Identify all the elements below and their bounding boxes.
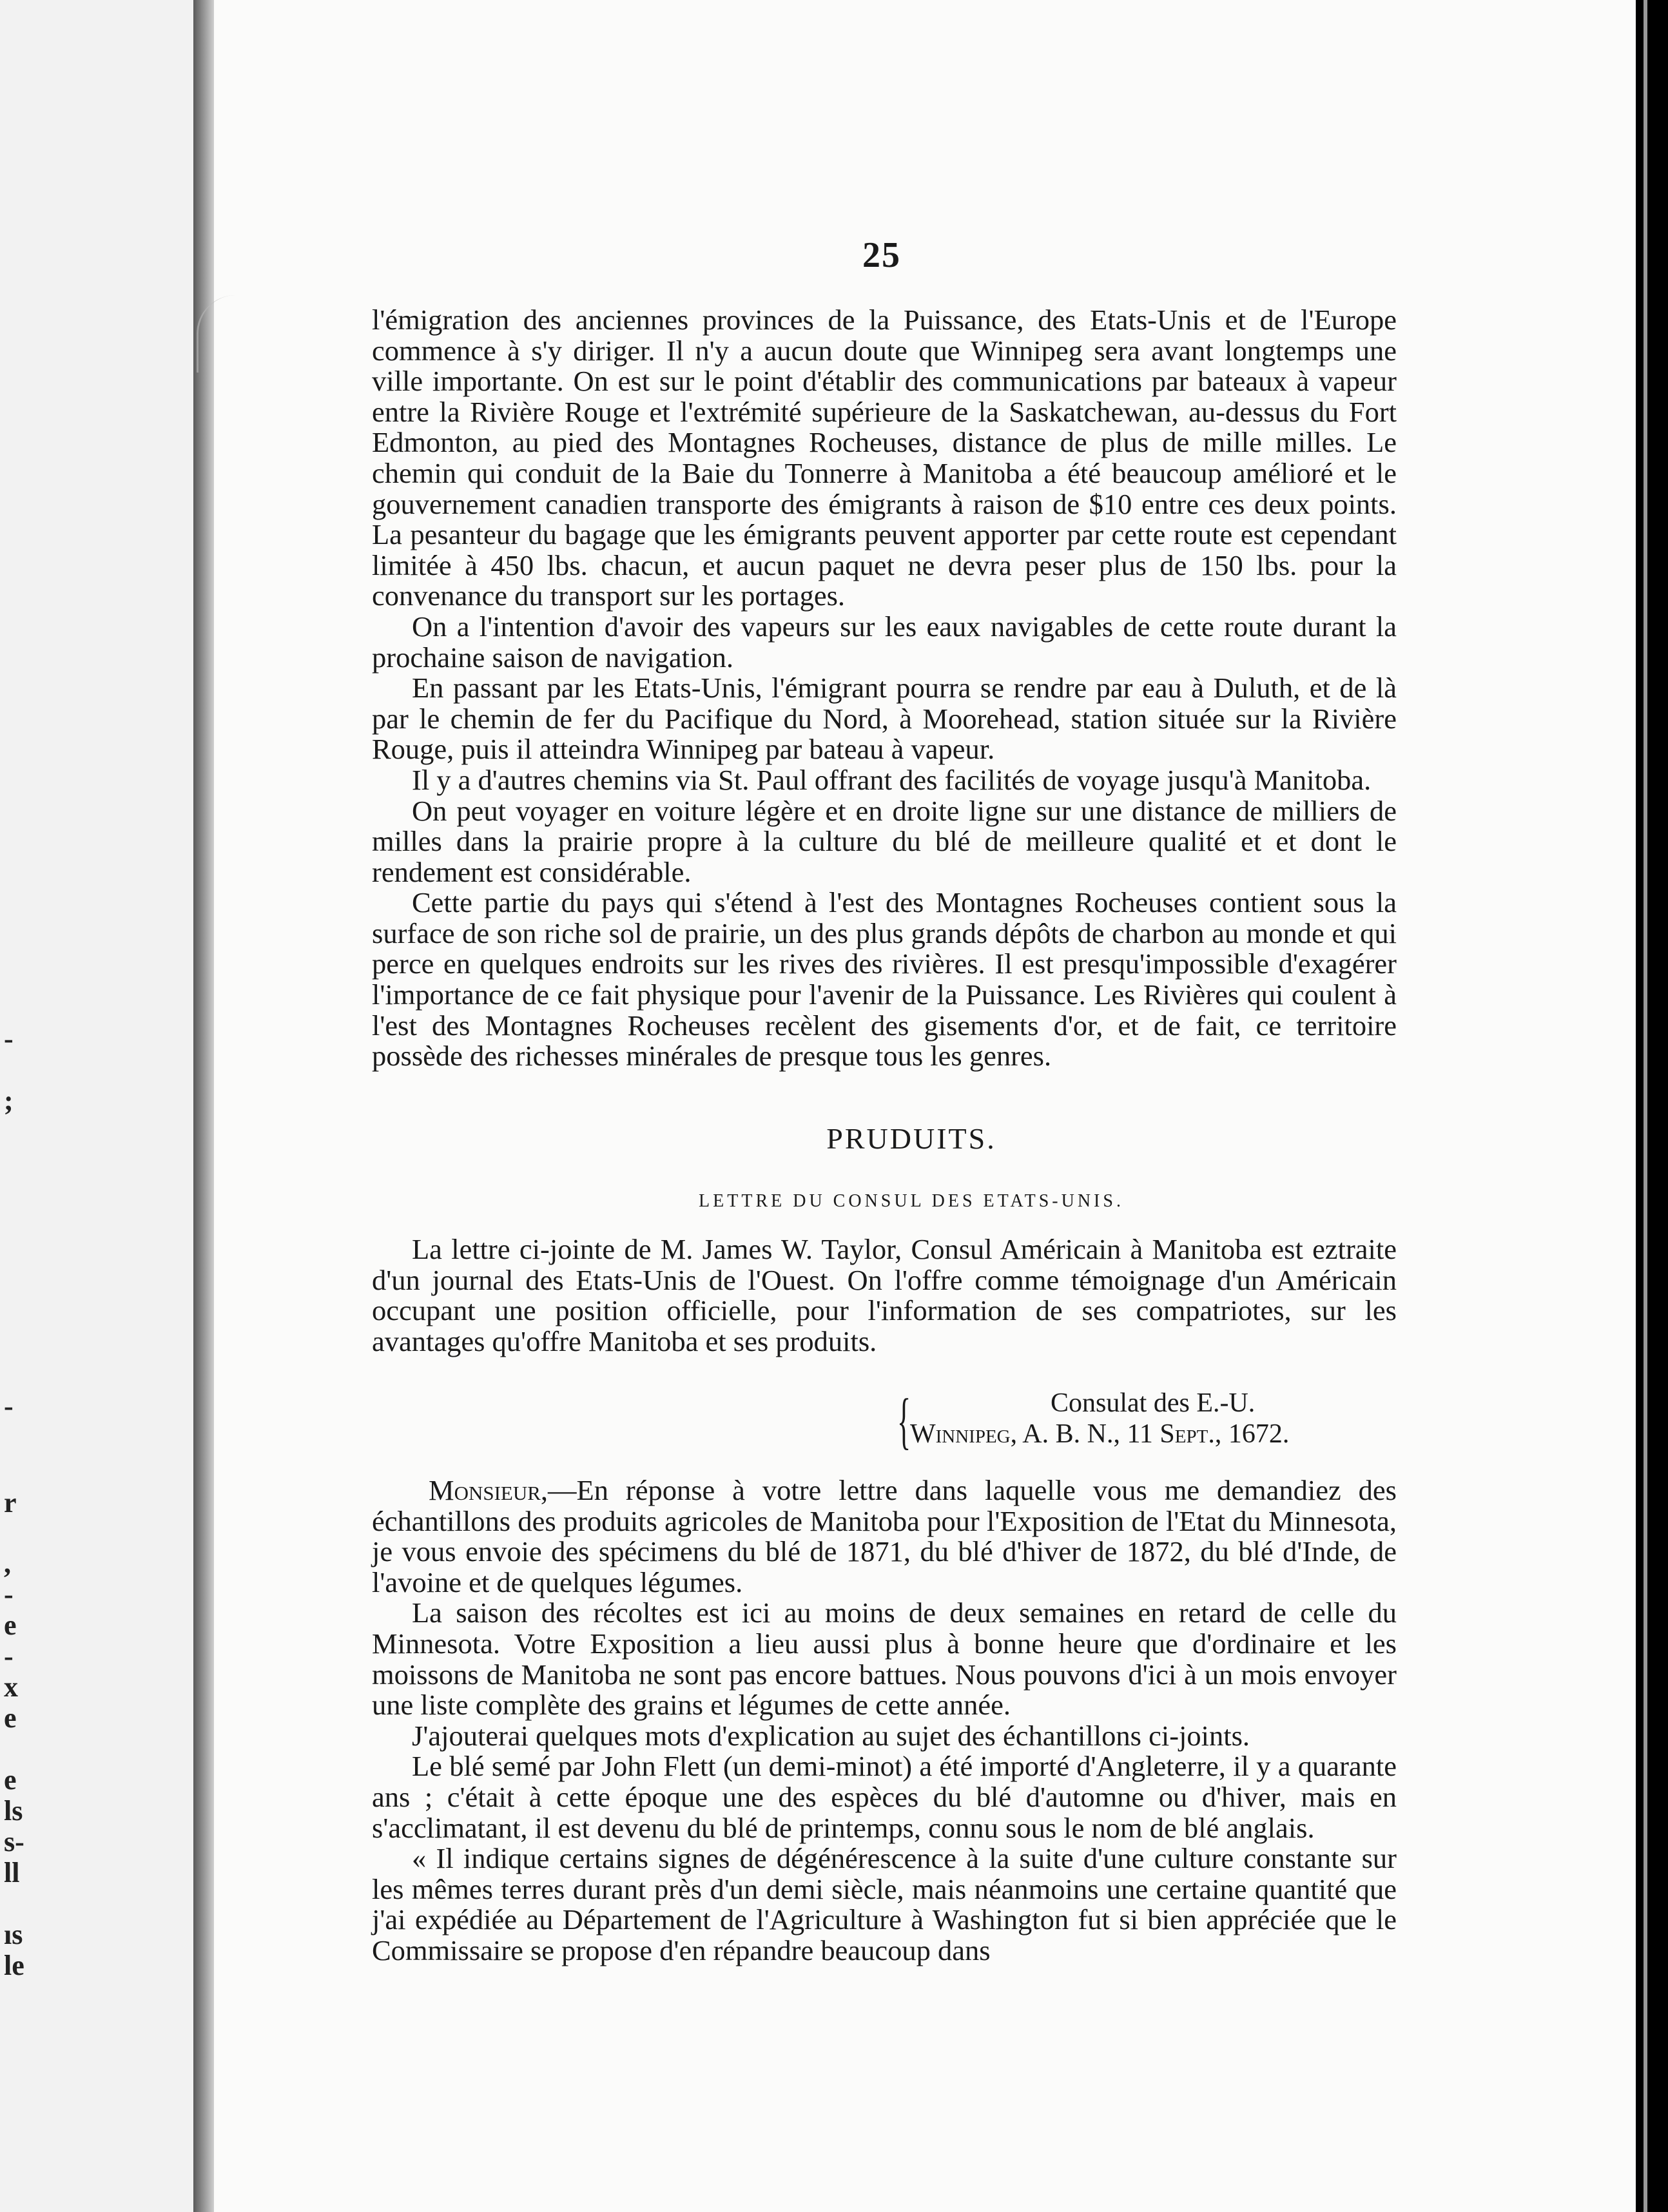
paragraph: La saison des récoltes est ici au moins de deux semaines en retard de celle du Minnesota. Votre Exposition a lieu aussi plus à bonne heure que d'ordinaire et les moissons de Manitoba ne sont pas encore battues. Nous pouvons d'ici à un mois envoyer une liste complète des grains et légumes de cette année. xyxy=(372,1596,1397,1722)
margin-mark: ll xyxy=(4,1857,20,1888)
paragraph: J'ajouterai quelques mots d'explication au sujet des échantillons ci-joints. xyxy=(412,1719,1250,1752)
page-edge xyxy=(1636,0,1668,2212)
margin-mark: - xyxy=(4,1023,14,1054)
margin-mark: e xyxy=(4,1702,17,1734)
margin-mark: le xyxy=(4,1950,24,1981)
margin-mark: s- xyxy=(4,1826,24,1858)
page-number: 25 xyxy=(862,235,901,275)
intro-text-block xyxy=(372,1234,1397,1357)
paragraph: En passant par les Etats-Unis, l'émigrant pourra se rendre par eau à Duluth, et de là par le chemin de fer du Pacifique du Nord, à Moorehead, station située sur la Rivière Rouge, puis il atteindra Winnipeg par bateau à vapeur. xyxy=(372,672,1397,766)
margin-mark: ; xyxy=(4,1085,14,1116)
margin-mark: x xyxy=(4,1671,18,1703)
letter-opening xyxy=(372,1475,1397,1598)
margin-mark: ıs xyxy=(4,1919,23,1950)
paragraph: Cette partie du pays qui s'étend à l'est des Montagnes Rocheuses contient sous la surface de son riche sol de prairie, un des plus grands dépôts de charbon au monde et qui perce en quelques endroits sur les rives des rivières. Il est presqu'impossible d'exagérer l'importance de ce fait physique pour l'avenir de la Puissance. Les Rivières qui coulent à l'est des Montagnes Rocheuses recèlent des gisements d'or, et de fait, ce territoire possède des richesses minérales de presque tous les genres. xyxy=(372,886,1397,1072)
brace-glyph: { xyxy=(897,1386,911,1456)
letter-text-block xyxy=(372,1475,1397,1966)
paragraph: —En réponse à votre lettre dans laquelle vous me demandiez des échantillons des produits agricoles de Manitoba pour l'Exposition de l'Etat du Minnesota, je vous envoie des spécimens du blé de 1871, du blé d'hiver de 1872, du blé d'Inde, de l'avoine et de quelques légumes. xyxy=(372,1474,1397,1598)
adjacent-page-strip xyxy=(0,0,193,2212)
margin-mark: - xyxy=(4,1578,14,1610)
salutation: Monsieur, xyxy=(429,1474,548,1506)
paragraph: On a l'intention d'avoir des vapeurs sur les eaux navigables de cette route durant la prochaine saison de navigation. xyxy=(372,610,1397,674)
pencil-mark xyxy=(197,295,263,373)
main-text-block xyxy=(372,305,1397,1072)
margin-mark: ls xyxy=(4,1795,23,1827)
paragraph: Le blé semé par John Flett (un demi-minot) a été importé d'Angleterre, il y a quarante ans ; c'était à cette époque une des espèces du blé d'automne ou d'hiver, mais en s'acclimatant, il est devenu du blé de printemps, connu sous le nom de blé anglais. xyxy=(372,1750,1397,1844)
paragraph: On peut voyager en voiture légère et en droite ligne sur une distance de milliers de milles dans la prairie propre à la culture du blé de meilleure qualité et et dont le rendement est considérable. xyxy=(372,794,1397,888)
dateline-consulate: Consulat des E.-U. xyxy=(1051,1388,1256,1418)
margin-mark: , xyxy=(4,1547,11,1579)
section-heading: PRUDUITS. xyxy=(826,1122,996,1155)
paragraph: Il y a d'autres chemins via St. Paul offrant des facilités de voyage jusqu'à Manitoba. xyxy=(412,763,1372,796)
margin-mark: - xyxy=(4,1640,14,1672)
margin-mark: r xyxy=(4,1487,17,1518)
paragraph: La lettre ci-jointe de M. James W. Taylor, Consul Américain à Manitoba est eztraite d'un journal des Etats-Unis de l'Ouest. On l'offre comme témoignage d'un Américain occupant une position officielle, pour l'information de ses compatriotes, sur les avantages qu'offre Manitoba et ses produits. xyxy=(372,1233,1397,1357)
section-subheading: LETTRE DU CONSUL DES ETATS-UNIS. xyxy=(699,1191,1124,1211)
margin-mark: e xyxy=(4,1764,17,1796)
paragraph: « Il indique certains signes de dégénérescence à la suite d'une culture constante sur les mêmes terres durant près d'un demi siècle, mais néanmoins une certaine quantité que j'ai expédiée au Département de l'Agriculture à Washington fut si bien appréciée que le Commissaire se propose d'en répandre beaucoup dans xyxy=(372,1842,1397,1966)
dateline-place-date: Winnipeg, A. B. N., 11 Sept., 1672. xyxy=(910,1419,1290,1449)
margin-mark: - xyxy=(4,1390,14,1422)
margin-mark: e xyxy=(4,1609,17,1641)
paragraph: l'émigration des anciennes provinces de la Puissance, des Etats-Unis et de l'Europe commence à s'y diriger. Il n'y a aucun doute que Winnipeg sera avant longtemps une ville importante. On est sur le point d'établir des communications par bateaux à vapeur entre la Rivière Rouge et l'extrémité supérieure de la Saskatchewan, au-dessus du Fort Edmonton, au pied des Montagnes Rocheuses, distance de plus de mille milles. Le chemin qui conduit de la Baie du Tonnerre à Manitoba a été beaucoup amélioré et le gouvernement canadien transporte des émigrants à raison de $10 entre ces deux points. La pesanteur du bagage que les émigrants peuvent apporter par cette route est cependant limitée à 450 lbs. chacun, et aucun paquet ne devra peser plus de 150 lbs. pour la convenance du transport sur les portages. xyxy=(372,304,1397,612)
